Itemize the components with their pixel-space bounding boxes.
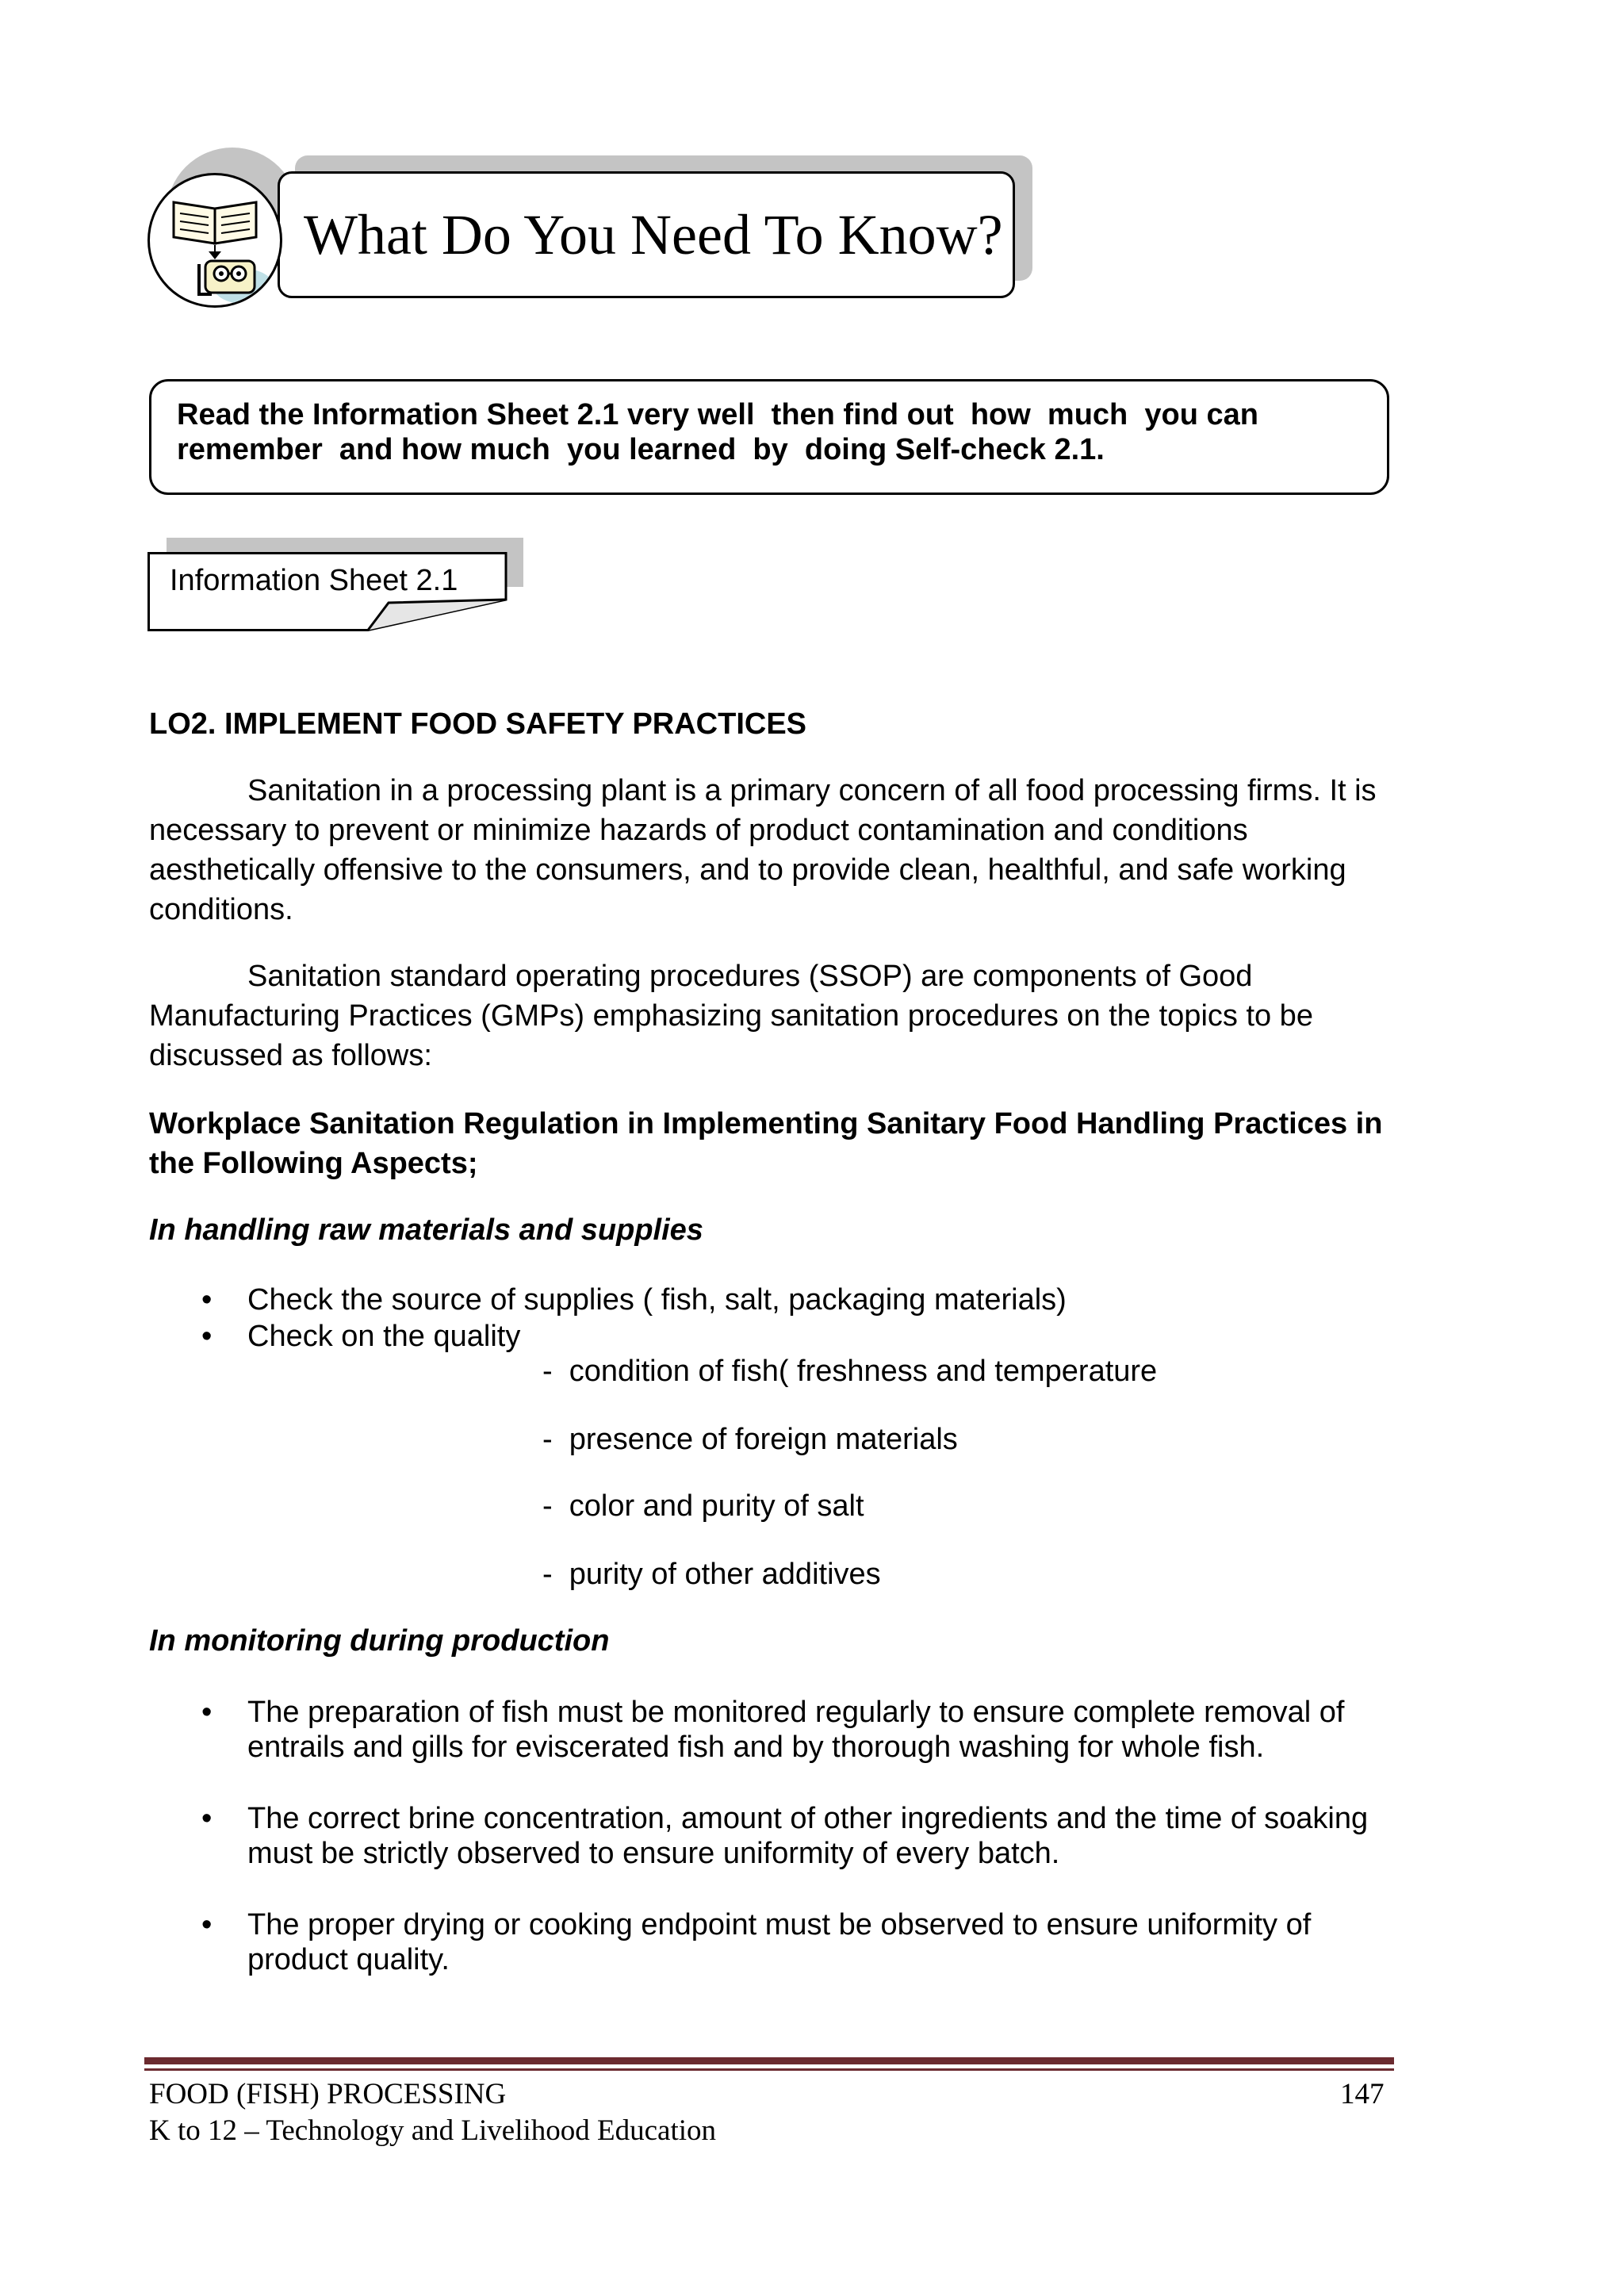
section-2-title: In monitoring during production xyxy=(149,1624,610,1658)
section-1-bullet-1: Check the source of supplies ( fish, salt, packaging materials) xyxy=(247,1283,1067,1317)
section-heading: LO2. IMPLEMENT FOOD SAFETY PRACTICES xyxy=(149,707,807,741)
page-number: 147 xyxy=(1340,2078,1385,2110)
paragraph-2-line-2: Manufacturing Practices (GMPs) emphasizing sanitation procedures on the topics to be xyxy=(149,999,1313,1033)
subheading-line-2: the Following Aspects; xyxy=(149,1147,478,1180)
bullet-icon: • xyxy=(201,1283,213,1317)
info-tag-label: Information Sheet 2.1 xyxy=(170,564,458,597)
footer-rule-thin xyxy=(144,2068,1394,2071)
subheading-line-1: Workplace Sanitation Regulation in Implementing Sanitary Food Handling Practices in xyxy=(149,1107,1383,1140)
instruction-box xyxy=(149,379,1389,495)
quality-item-4: - purity of other additives xyxy=(542,1558,881,1591)
section-2-bullet-2-line-1: The correct brine concentration, amount of other ingredients and the time of soaking xyxy=(247,1802,1369,1835)
quality-item-1: - condition of fish( freshness and temperature xyxy=(542,1355,1158,1388)
section-banner xyxy=(278,171,1015,298)
quality-item-2: - presence of foreign materials xyxy=(542,1423,958,1456)
paragraph-1-line-1: Sanitation in a processing plant is a primary concern of all food processing firms. It is xyxy=(247,774,1377,807)
instruction-line-1: Read the Information Sheet 2.1 very well then find out how much you can xyxy=(177,398,1258,431)
section-1-title: In handling raw materials and supplies xyxy=(149,1213,703,1247)
footer-subject: FOOD (FISH) PROCESSING xyxy=(149,2078,507,2110)
paragraph-1-line-2: necessary to prevent or minimize hazards of product contamination and conditions xyxy=(149,814,1248,847)
bullet-icon: • xyxy=(201,1802,213,1835)
section-2-bullet-3-line-1: The proper drying or cooking endpoint must be observed to ensure uniformity of xyxy=(247,1908,1312,1941)
footer-rule-thick xyxy=(144,2057,1394,2064)
paragraph-1-line-3: aesthetically offensive to the consumers, and to provide clean, healthful, and safe working xyxy=(149,853,1346,887)
paragraph-1-line-4: conditions. xyxy=(149,893,293,926)
section-2-bullet-3-line-2: product quality. xyxy=(247,1943,450,1976)
bullet-icon: • xyxy=(201,1908,213,1941)
banner-title: What Do You Need To Know? xyxy=(304,202,1003,266)
reading-student-icon xyxy=(147,173,282,308)
section-2-bullet-2-line-2: must be strictly observed to ensure uniformity of every batch. xyxy=(247,1837,1060,1870)
paragraph-2-line-1: Sanitation standard operating procedures (SSOP) are components of Good xyxy=(247,960,1253,993)
quality-item-3: - color and purity of salt xyxy=(542,1489,864,1523)
section-2-bullet-1-line-1: The preparation of fish must be monitored regularly to ensure complete removal of xyxy=(247,1696,1345,1729)
bullet-icon: • xyxy=(201,1696,213,1729)
footer-program: K to 12 – Technology and Livelihood Education xyxy=(149,2114,717,2147)
instruction-line-2: remember and how much you learned by doing Self-check 2.1. xyxy=(177,433,1105,466)
paragraph-2-line-3: discussed as follows: xyxy=(149,1039,432,1072)
bullet-icon: • xyxy=(201,1320,213,1353)
section-1-bullet-2: Check on the quality xyxy=(247,1320,521,1353)
section-2-bullet-1-line-2: entrails and gills for eviscerated fish and by thorough washing for whole fish. xyxy=(247,1731,1265,1764)
